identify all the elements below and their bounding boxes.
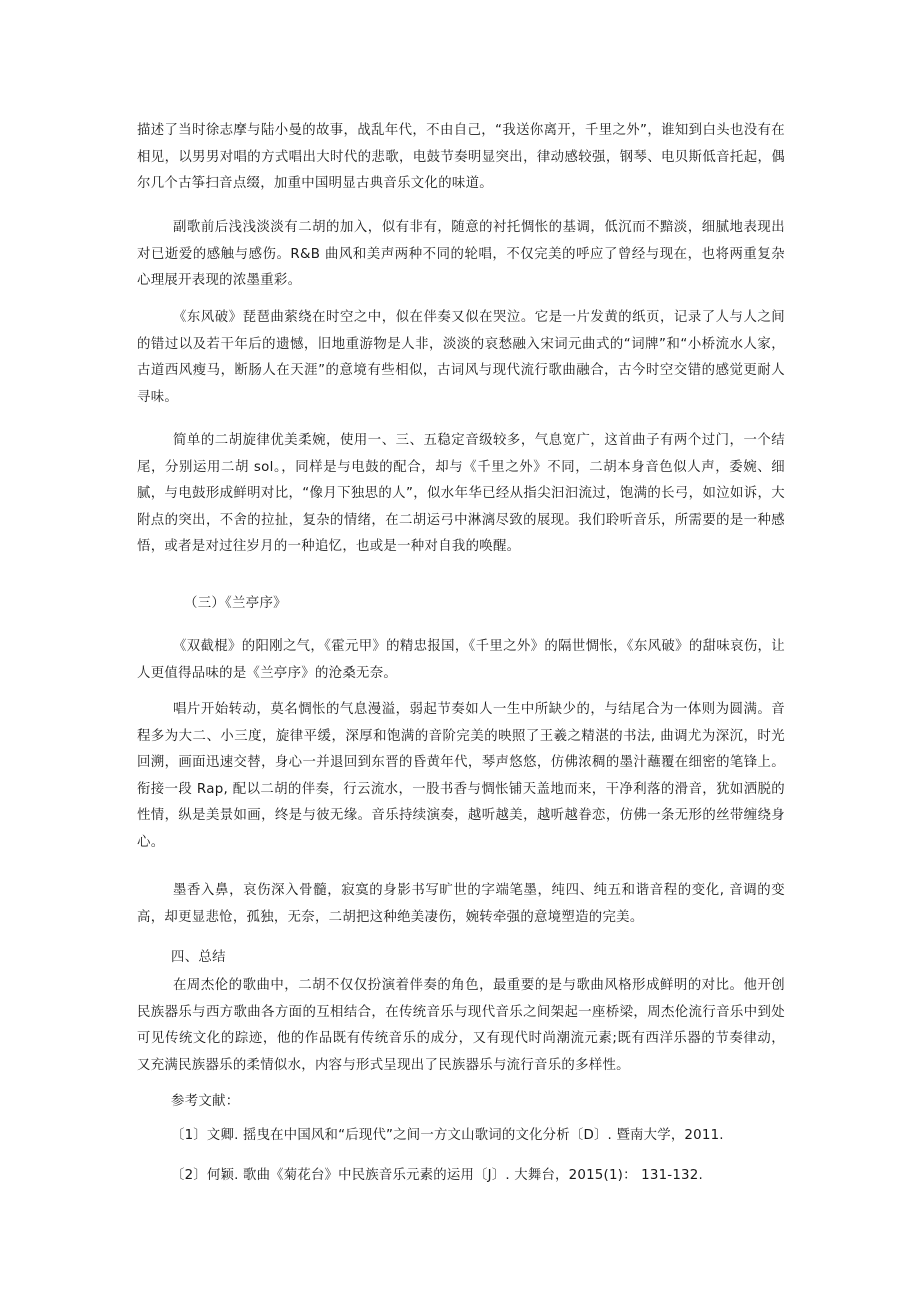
paragraph-lantingxu-intro: 《双截棍》的阳刚之气，《霍元甲》的精忠报国，《千里之外》的隔世惆怅，《东风破》的甜味哀伤，让人更值得品味的是《兰亭序》的沧桑无奈。	[137, 639, 785, 681]
reference-item-1: 〔1〕文卿. 摇曳在中国风和“后现代”之间一方文山歌词的文化分析〔D〕. 暨南大学，2011.	[171, 1128, 724, 1143]
paragraph-lantingxu-end: 墨香入鼻，哀伤深入骨髓，寂寞的身影书写旷世的字端笔墨，纯四、纯五和谐音程的变化, 音调的变高，却更显悲怆，孤独，无奈，二胡把这种绝美凄伤，婉转牵强的意境塑造的完美。	[137, 883, 785, 925]
paragraph-qianli-zhiwai-end: 描述了当时徐志摩与陆小曼的故事，战乱年代，不由自己，“我送你离开，千里之外”，谁知到白头也没有在相见，以男男对唱的方式唱出大时代的悲歌，电鼓节奏明显突出，律动感较强，钢琴、电贝斯低音托起，偶尔几个古筝扫音点缀，加重中国明显古典音乐文化的味道。	[137, 123, 785, 191]
section-heading-conclusion: 四、总结	[171, 950, 226, 965]
paragraph-erhu-chorus: 副歌前后浅浅淡淡有二胡的加入，似有非有，随意的衬托惆怅的基调，低沉而不黯淡，细腻地表现出对已逝爱的感触与感伤。R&B 曲风和美声两种不同的轮唱，不仅完美的呼应了曾经与现在，也将两重复杂心理展开表现的浓墨重彩。	[137, 220, 785, 288]
paragraph-dongfengpo-erhu: 简单的二胡旋律优美柔婉，使用一、三、五稳定音级较多，气息宽广，这首曲子有两个过门，一个结尾，分别运用二胡 sol。，同样是与电鼓的配合，却与《千里之外》不同，二胡本身音色似人声，委婉、细腻，与电鼓形成鲜明对比，“像月下独思的人”，似水年华已经从指尖汩汩流过，饱满的长弓，如泣如诉，大附点的突出，不舍的拉扯，复杂的情绪，在二胡运弓中淋漓尽致的展现。我们聆听音乐，所需要的是一种感悟，或者是对过往岁月的一种追忆，也或是一种对自我的唤醒。	[137, 433, 785, 554]
references-heading: 参考文献：	[171, 1094, 240, 1109]
paragraph-dongfengpo-intro: 《东风破》琵琶曲萦绕在时空之中，似在伴奏又似在哭泣。它是一片发黄的纸页，记录了人与人之间的错过以及若干年后的遗憾，旧地重游物是人非，淡淡的哀愁融入宋词元曲式的“词牌”和“小桥流水人家，古道西风瘦马，断肠人在天涯”的意境有些相似，古词风与现代流行歌曲融合，古今时空交错的感觉更耐人寻味。	[137, 310, 785, 405]
reference-item-2: 〔2〕何颖. 歌曲《菊花台》中民族音乐元素的运用〔J〕. 大舞台，2015(1)： 131-132.	[171, 1168, 703, 1183]
paragraph-conclusion: 在周杰伦的歌曲中，二胡不仅仅扮演着伴奏的角色，最重要的是与歌曲风格形成鲜明的对比。他开创民族器乐与西方歌曲各方面的互相结合，在传统音乐与现代音乐之间架起一座桥梁，周杰伦流行音乐中到处可见传统文化的踪迹，他的作品既有传统音乐的成分，又有现代时尚潮流元素;既有西洋乐器的节奏律动，又充满民族器乐的柔情似水，内容与形式呈现出了民族器乐与流行音乐的多样性。	[137, 978, 785, 1073]
paragraph-lantingxu-body: 唱片开始转动，莫名惆怅的气息漫溢，弱起节奏如人一生中所缺少的，与结尾合为一体则为圆满。音程多为大二、小三度，旋律平缓，深厚和饱满的音阶完美的映照了王羲之精湛的书法, 曲调尤为深沉，时光回溯，画面迅速交替，身心一并退回到东晋的昏黄年代，琴声悠悠，仿佛浓稠的墨汁蘸覆在细密的笔锋上。衔接一段 Rap, 配以二胡的伴奏，行云流水，一股书香与惆怅铺天盖地而来，干净利落的滑音，犹如洒脱的性情，纵是美景如画，终是与彼无缘。音乐持续演奏，越听越美，越听越眷恋，仿佛一条无形的丝带缠绕身心。	[137, 702, 785, 850]
section-heading-lantingxu: （三）《兰亭序》	[184, 596, 287, 611]
